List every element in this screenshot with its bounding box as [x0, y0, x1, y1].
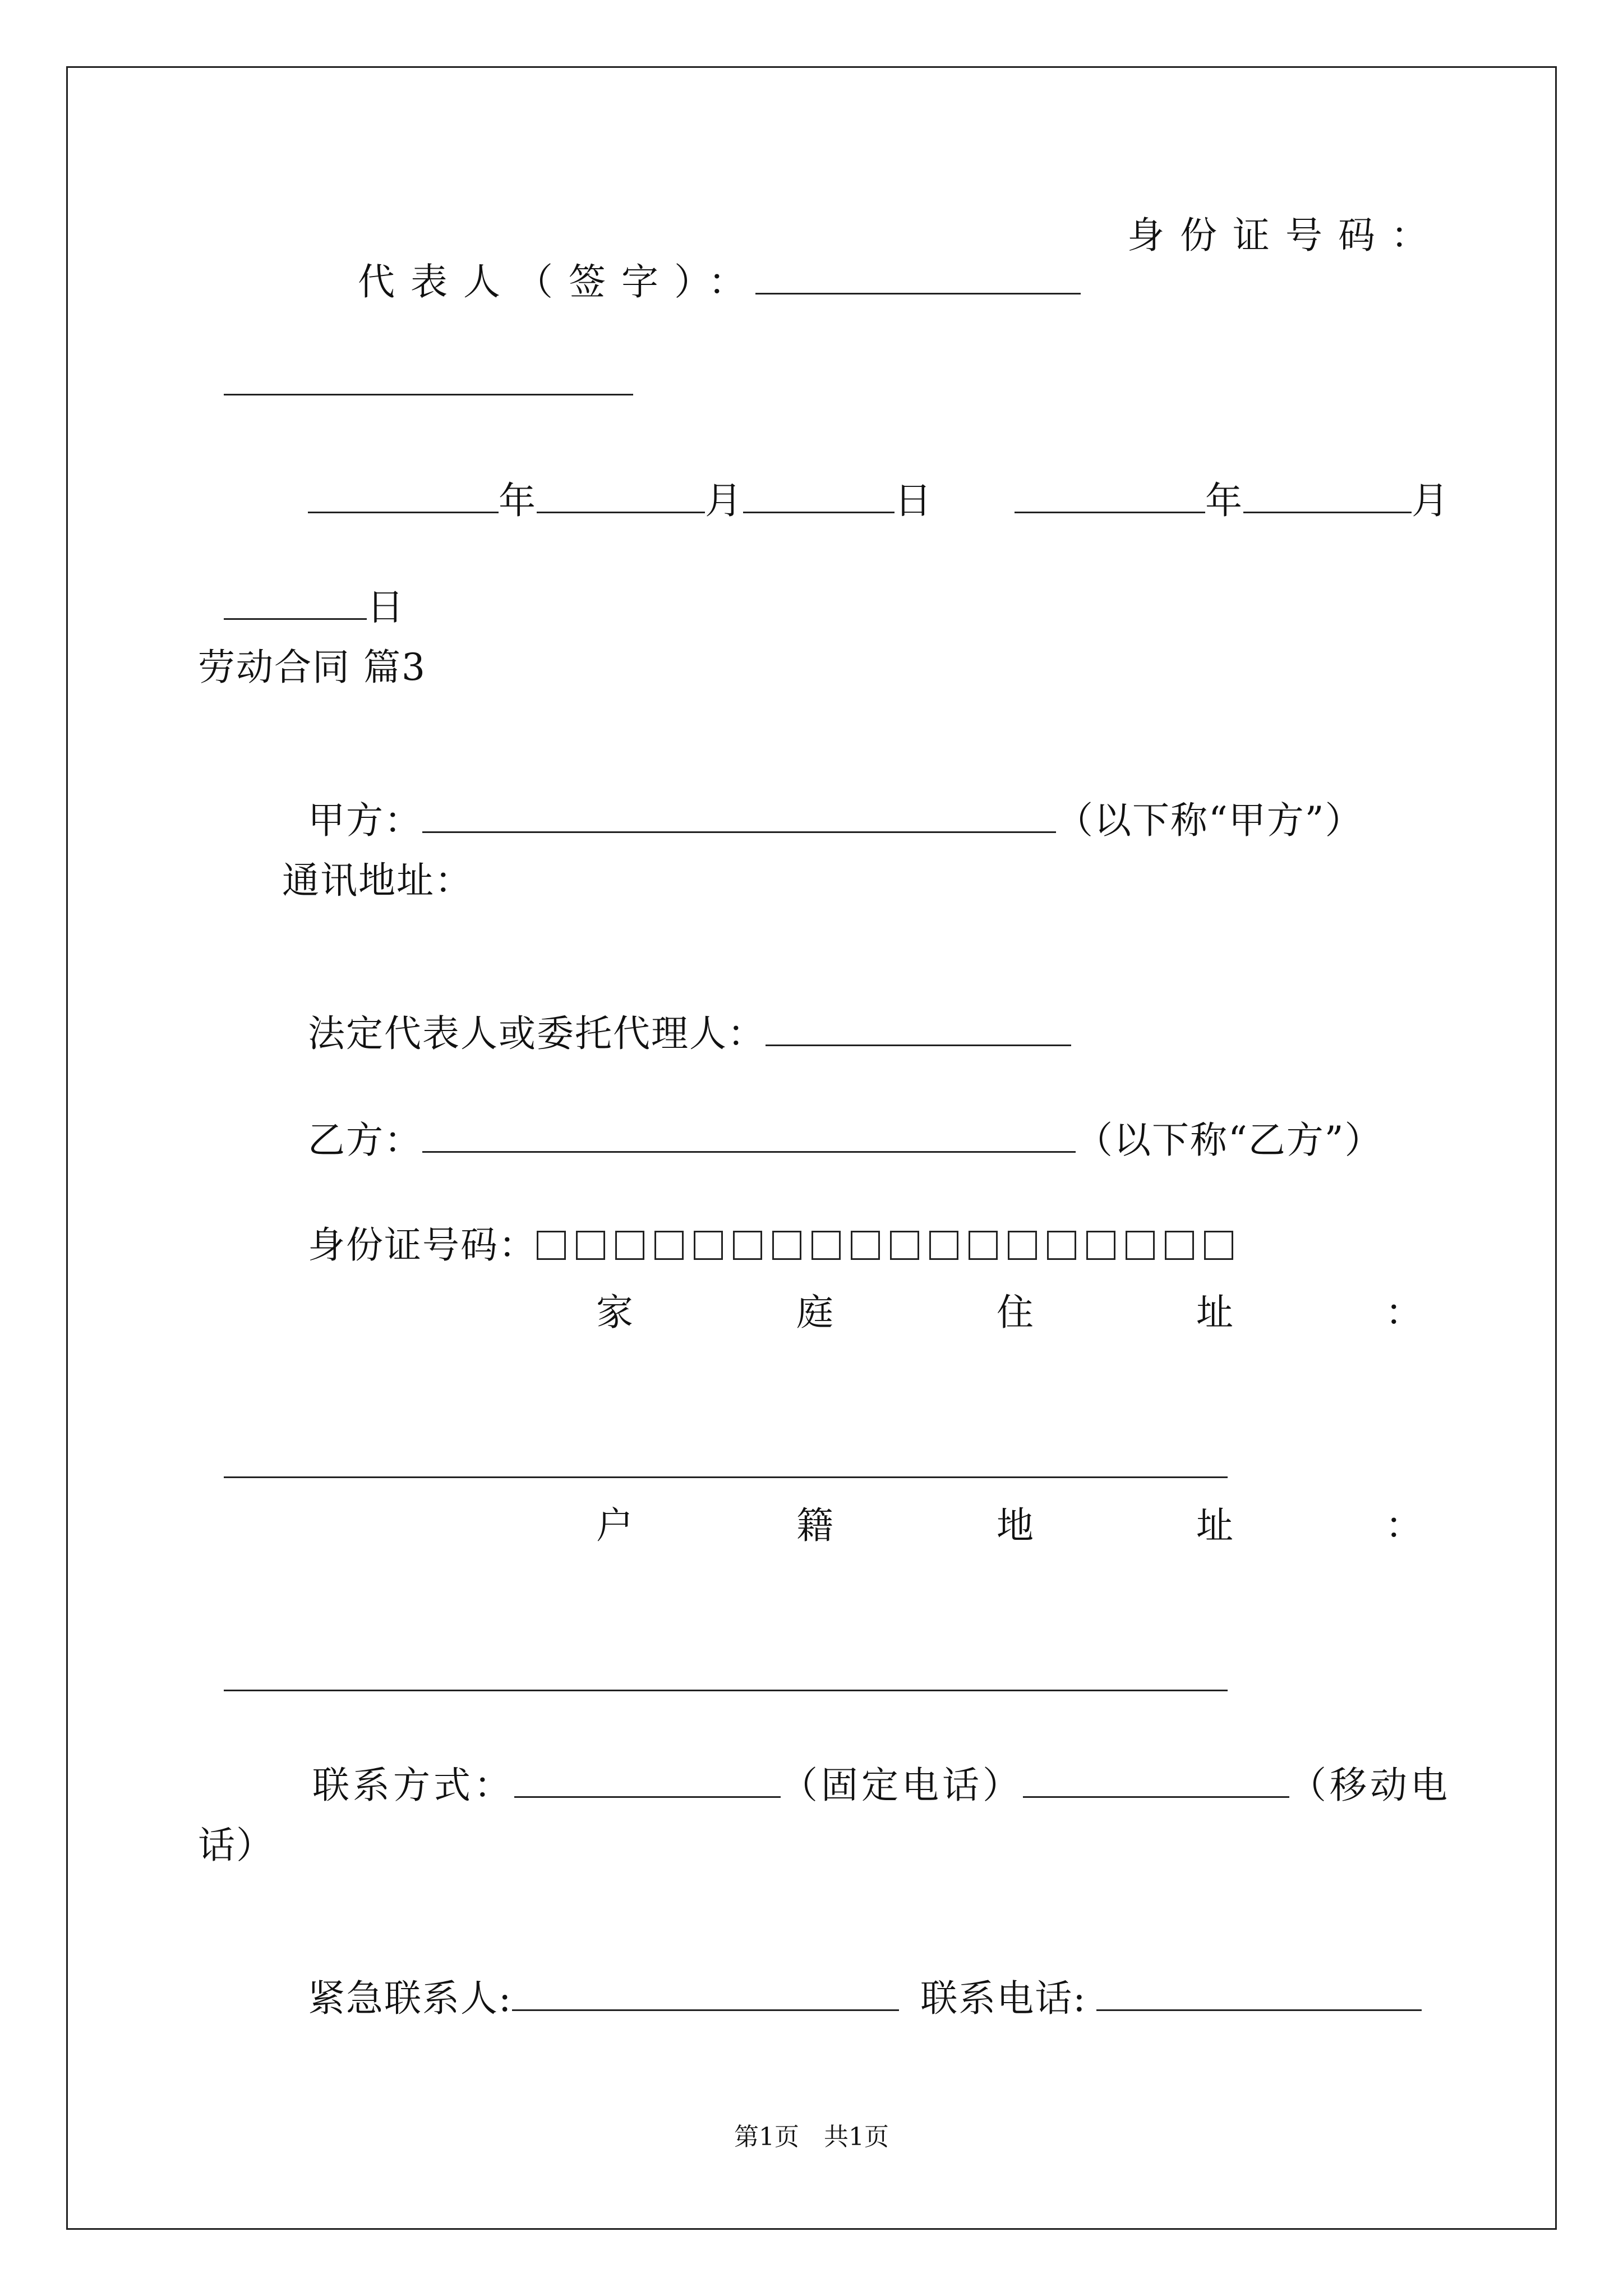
section-title: 劳动合同 篇3	[198, 646, 426, 689]
year-blank-1[interactable]	[308, 477, 499, 513]
page-footer: 第1页 共1页	[734, 2123, 889, 2151]
date-row-continued	[198, 539, 405, 630]
id-digit-box[interactable]	[929, 1231, 958, 1260]
home-address-char-2: 庭	[796, 1291, 833, 1334]
home-address-colon: ：	[1385, 1291, 1422, 1334]
party-b-label: 乙方：	[307, 1119, 422, 1162]
id-digit-box[interactable]	[1126, 1231, 1155, 1260]
id-digit-box[interactable]	[1008, 1231, 1037, 1260]
date-row	[282, 432, 933, 523]
home-address-line	[198, 1397, 1228, 1488]
year-blank-2[interactable]	[1015, 477, 1205, 513]
emergency-label: 紧急联系人:	[307, 1977, 513, 2020]
address-label: 通讯地址：	[282, 859, 473, 902]
party-b-suffix: （以下称“乙方”）	[1075, 1119, 1383, 1162]
id-digit-box[interactable]	[1086, 1231, 1115, 1260]
id-digit-box[interactable]	[694, 1231, 723, 1260]
id-digit-box[interactable]	[772, 1231, 801, 1260]
id-digit-box[interactable]	[537, 1231, 566, 1260]
home-address-char-3: 住	[997, 1291, 1034, 1334]
household-address-char-3: 地	[997, 1504, 1034, 1547]
rep-id-number-label: 身份证号码：	[1127, 214, 1444, 257]
mobile-phone-label-b: 话）	[198, 1824, 274, 1867]
fixed-phone-label: （固定电话）	[780, 1764, 1023, 1807]
household-address-line	[198, 1610, 1228, 1701]
emergency-phone-label: 联系电话:	[920, 1977, 1087, 2020]
rep-sign-blank[interactable]	[755, 258, 1081, 295]
mobile-phone-blank[interactable]	[1023, 1761, 1289, 1798]
emergency-contact-blank[interactable]	[512, 1975, 899, 2011]
contact-label: 联系方式：	[312, 1764, 514, 1807]
household-address-char-2: 籍	[796, 1504, 833, 1547]
day-label-2: 日	[366, 586, 405, 629]
party-b-line	[282, 1071, 1382, 1163]
rep-id-number-blank[interactable]	[224, 359, 633, 395]
day-label-1: 日	[894, 479, 933, 522]
id-digit-box[interactable]	[811, 1231, 841, 1260]
id-digit-box[interactable]	[1047, 1231, 1076, 1260]
party-a-label: 甲方：	[307, 799, 422, 842]
emergency-contact-line	[282, 1930, 1422, 2021]
home-address-blank[interactable]	[224, 1442, 1228, 1478]
month-blank-2[interactable]	[1243, 477, 1412, 513]
id-digit-box[interactable]	[615, 1231, 644, 1260]
legal-rep-label: 法定代表人或委托代理人：	[307, 1012, 766, 1055]
year-label-1: 年	[498, 479, 537, 522]
household-address-blank[interactable]	[224, 1655, 1228, 1691]
id-digit-box[interactable]	[890, 1231, 919, 1260]
day-blank-2[interactable]	[224, 583, 367, 620]
id-digit-box[interactable]	[576, 1231, 605, 1260]
year-label-2: 年	[1205, 479, 1243, 522]
household-address-char-1: 户	[596, 1504, 633, 1547]
household-address-colon: ：	[1385, 1504, 1422, 1547]
legal-rep-line	[282, 965, 1071, 1056]
month-blank-1[interactable]	[537, 477, 705, 513]
id-number-line	[282, 1178, 1243, 1268]
household-address-char-4: 址	[1196, 1504, 1233, 1547]
rep-id-number-line	[198, 314, 633, 406]
emergency-phone-blank[interactable]	[1096, 1975, 1422, 2011]
date-row-2	[989, 432, 1450, 523]
month-label-1: 月	[704, 479, 743, 522]
id-digit-box[interactable]	[733, 1231, 762, 1260]
id-digit-box[interactable]	[1165, 1231, 1194, 1260]
representative-signature-line	[303, 213, 1081, 305]
id-number-boxes	[537, 1223, 1243, 1267]
id-digit-box[interactable]	[1204, 1231, 1233, 1260]
contact-line	[282, 1717, 1451, 1808]
id-digit-box[interactable]	[851, 1231, 880, 1260]
fixed-phone-blank[interactable]	[514, 1761, 781, 1798]
id-number-label: 身份证号码：	[307, 1223, 537, 1267]
id-digit-box[interactable]	[969, 1231, 998, 1260]
legal-rep-blank[interactable]	[766, 1010, 1071, 1046]
home-address-char-4: 址	[1196, 1291, 1233, 1334]
party-a-line	[282, 752, 1363, 843]
party-a-suffix: （以下称“甲方”）	[1055, 799, 1363, 842]
rep-sign-label: 代表人（签字）：	[357, 260, 761, 303]
mobile-phone-label-a: （移动电	[1289, 1764, 1451, 1807]
day-blank-1[interactable]	[743, 477, 895, 513]
id-digit-box[interactable]	[654, 1231, 684, 1260]
party-a-blank[interactable]	[422, 797, 1056, 833]
party-b-blank[interactable]	[422, 1116, 1076, 1153]
home-address-char-1: 家	[596, 1291, 633, 1334]
month-label-2: 月	[1411, 479, 1450, 522]
